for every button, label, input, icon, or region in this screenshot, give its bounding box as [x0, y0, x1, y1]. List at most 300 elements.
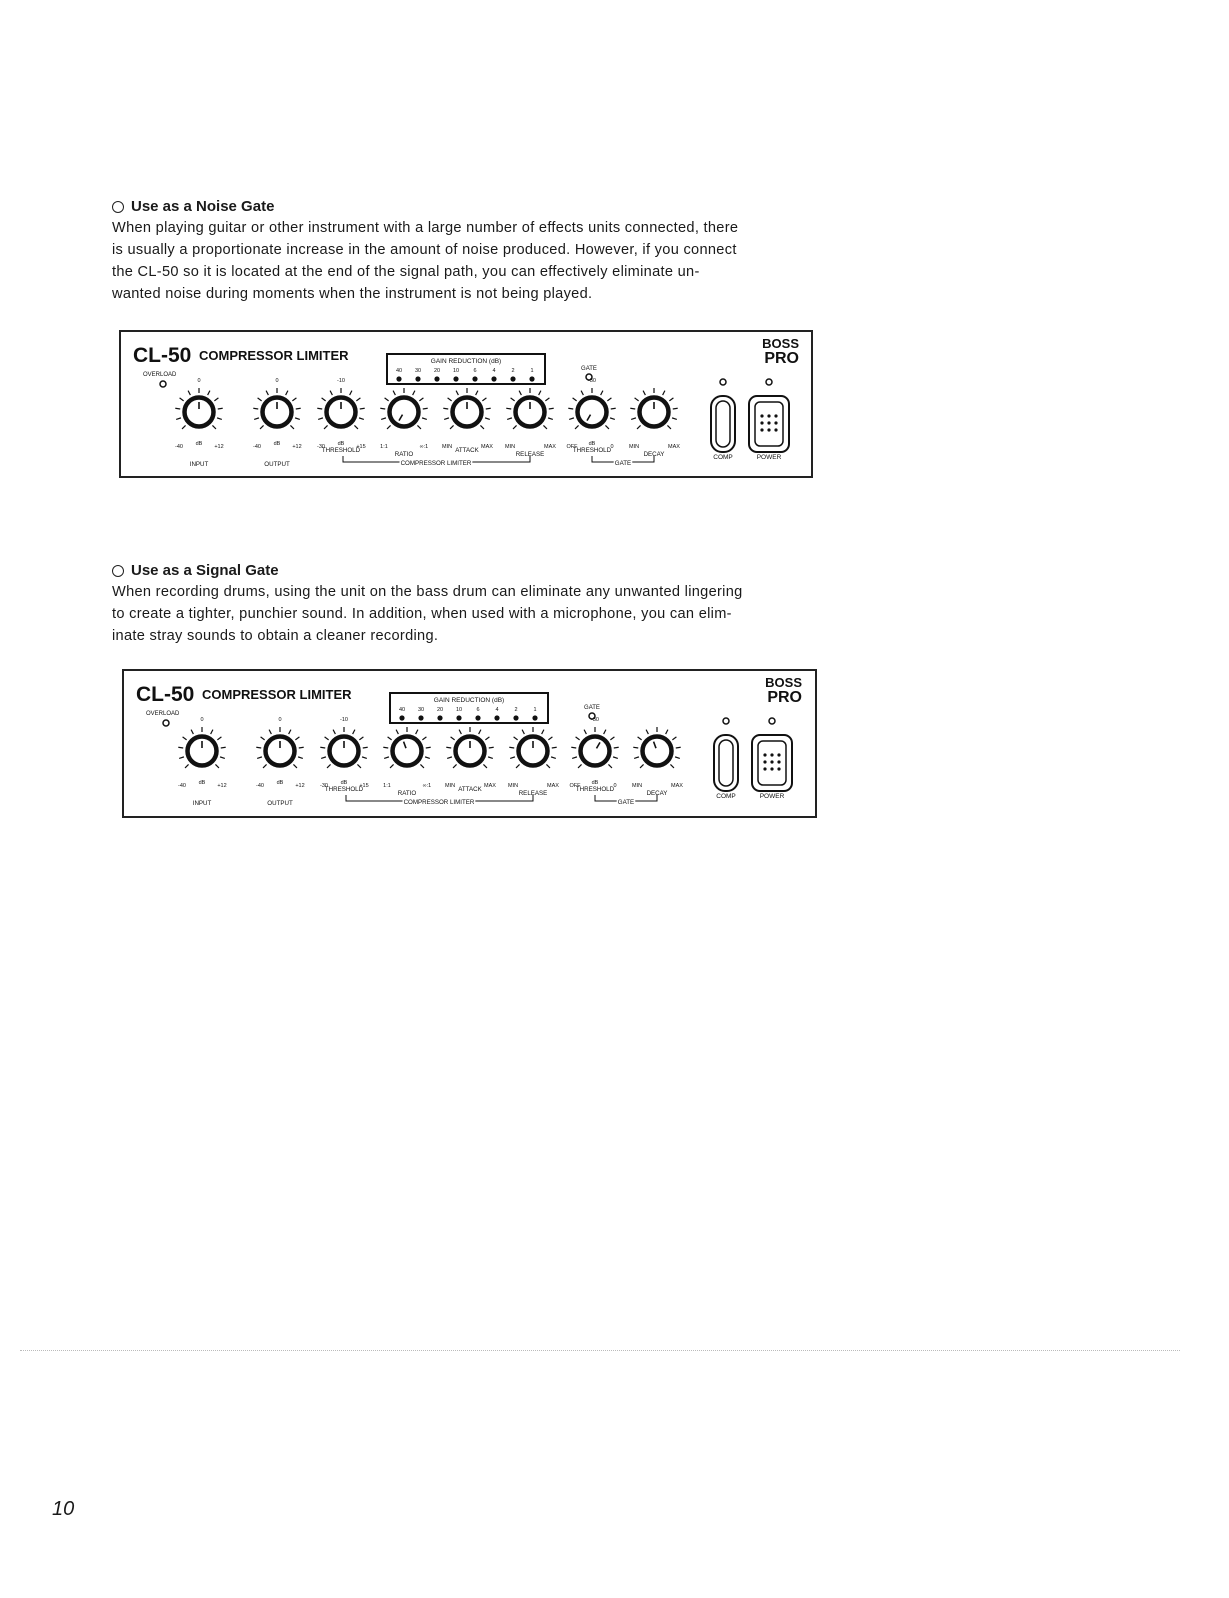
dotted-divider	[20, 1350, 1180, 1351]
power-grip-dot	[767, 421, 770, 424]
knob-tick	[362, 757, 367, 759]
knob-tick	[254, 418, 259, 420]
meter-led-icon	[472, 376, 477, 381]
knob-tick	[571, 747, 576, 748]
knob-tick	[549, 408, 554, 409]
knob-tick	[631, 418, 636, 420]
knob-unit-label: dB	[591, 780, 599, 786]
section-heading	[112, 198, 827, 215]
panel-title: COMPRESSOR LIMITER	[199, 348, 349, 363]
heading-text: Use as a Signal Gate	[131, 562, 279, 579]
knob-tick	[676, 747, 681, 748]
knob-tick	[672, 418, 677, 420]
knob-release	[509, 727, 556, 768]
knob-tick	[509, 747, 514, 748]
knob-tick	[359, 737, 363, 740]
meter-scale-label: 2	[511, 368, 515, 374]
knob-tick	[324, 425, 328, 429]
knob-tick	[450, 425, 454, 429]
knob-tick	[513, 425, 517, 429]
knob-tick	[510, 757, 515, 759]
knob-tick	[180, 398, 184, 401]
knob-decay	[630, 388, 677, 429]
knob-tick	[611, 408, 616, 409]
knob-tick	[568, 408, 573, 409]
knob-tick	[188, 391, 190, 395]
knob-tick	[581, 391, 583, 395]
knob-icon	[330, 737, 359, 766]
paragraph-line: wanted noise during moments when the instrument is not being played.	[112, 286, 593, 302]
power-grip-dot	[774, 421, 777, 424]
knob-min-label: -30	[320, 783, 328, 789]
knob-tick	[422, 418, 427, 420]
knob-name-label: RELEASE	[518, 790, 548, 797]
knob-threshold	[571, 727, 618, 768]
knob-tick	[663, 391, 665, 395]
knob-max-label: +15	[359, 783, 369, 789]
meter-scale-label: 30	[417, 707, 425, 713]
knob-tick	[572, 757, 577, 759]
meter-led-icon	[532, 715, 537, 720]
knob-release	[506, 388, 553, 429]
knob-tick	[514, 737, 518, 740]
brand-sub-logo: PRO	[767, 689, 802, 706]
comp-switch-outer	[714, 735, 738, 791]
knob-tick	[670, 764, 674, 768]
knob-name-label: INPUT	[189, 461, 209, 468]
knob-tick	[669, 398, 673, 401]
brand-logo: BOSS	[762, 336, 799, 351]
paragraph	[112, 217, 827, 305]
knob-max-label: MAX	[481, 444, 493, 450]
meter-scale-label: 10	[455, 707, 463, 713]
cl50-front-panel-figure	[121, 332, 811, 476]
section-signal-gate	[112, 562, 827, 647]
knob-tick	[672, 737, 676, 740]
brand-logo: BOSS	[765, 675, 802, 690]
knob-tick	[447, 757, 452, 759]
meter-scale-label: 1	[530, 368, 534, 374]
comp-switch-inner	[719, 740, 733, 786]
knob-min-label: MIN	[631, 783, 643, 789]
knob-icon	[263, 398, 292, 427]
paragraph-line: to create a tighter, punchier sound. In addition, when used with a microphone, you can elim-	[112, 606, 732, 622]
knob-tick	[256, 747, 261, 748]
knob-tick	[480, 425, 484, 429]
knob-tick	[488, 757, 493, 759]
overload-led-icon	[160, 381, 166, 387]
knob-tick	[175, 408, 180, 409]
knob-tick	[383, 747, 388, 748]
knob-tick	[485, 737, 489, 740]
knob-tick	[333, 730, 335, 734]
knob-tick	[218, 408, 223, 409]
panel-title: COMPRESSOR LIMITER	[202, 687, 352, 702]
knob-tick	[354, 425, 358, 429]
knob-tick	[604, 730, 606, 734]
knob-tick	[217, 737, 221, 740]
knob-max-label: MAX	[668, 444, 680, 450]
knob-tick	[387, 425, 391, 429]
knob-tick	[208, 391, 210, 395]
knob-tick	[516, 764, 520, 768]
meter-scale-label: 4	[495, 707, 499, 713]
knob-tick	[485, 418, 490, 420]
knob-icon	[640, 398, 669, 427]
knob-tick	[360, 408, 365, 409]
knob-input	[175, 388, 222, 429]
heading-text: Use as a Noise Gate	[131, 198, 275, 215]
meter-title: GAIN REDUCTION (dB)	[430, 358, 502, 365]
knob-tick	[320, 747, 325, 748]
knob-min-label: MIN	[507, 783, 519, 789]
meter-led-icon	[415, 376, 420, 381]
power-grip-dot	[770, 767, 773, 770]
knob-max-label: MAX	[484, 783, 496, 789]
knob-tick	[422, 737, 426, 740]
comp-switch-outer	[711, 396, 735, 452]
meter-led-icon	[399, 715, 404, 720]
knob-tick	[185, 764, 189, 768]
knob-tick	[350, 391, 352, 395]
meter-led-icon	[475, 715, 480, 720]
power-grip-dot	[777, 767, 780, 770]
knob-tick	[551, 757, 556, 759]
knob-icon	[453, 398, 482, 427]
knob-top-label: 0	[197, 378, 201, 384]
paragraph-line: inate stray sounds to obtain a cleaner recording.	[112, 628, 439, 644]
knob-tick	[548, 418, 553, 420]
knob-unit-label: dB	[340, 780, 348, 786]
power-grip-dot	[767, 414, 770, 417]
knob-threshold	[317, 388, 364, 429]
knob-tick	[459, 730, 461, 734]
paragraph-line: When playing guitar or other instrument with a large number of effects units connected, there	[112, 220, 739, 236]
knob-max-label: MAX	[544, 444, 556, 450]
knob-tick	[578, 764, 582, 768]
knob-tick	[507, 418, 512, 420]
knob-top-label: 0	[200, 717, 204, 723]
knob-tick	[286, 391, 288, 395]
knob-tick	[640, 764, 644, 768]
knob-tick	[479, 730, 481, 734]
meter-scale-label: 20	[436, 707, 444, 713]
knob-min-label: OFF	[569, 783, 581, 789]
knob-tick	[543, 425, 547, 429]
power-grip-dot	[763, 753, 766, 756]
comp-led-icon	[723, 718, 729, 724]
knob-tick	[295, 737, 299, 740]
knob-tick	[573, 398, 577, 401]
knob-tick	[476, 391, 478, 395]
knob-icon	[516, 398, 545, 427]
knob-icon	[266, 737, 295, 766]
knob-tick	[426, 747, 431, 748]
knob-tick	[420, 764, 424, 768]
knob-tick	[607, 398, 611, 401]
knob-tick	[356, 398, 360, 401]
knob-tick	[425, 757, 430, 759]
knob-min-label: MIN	[628, 444, 640, 450]
knob-name-label: ATTACK	[458, 786, 482, 793]
meter-scale-label: 4	[492, 368, 496, 374]
knob-tick	[539, 391, 541, 395]
knob-tick	[289, 730, 291, 734]
section-noise-gate	[112, 198, 827, 305]
knob-tick	[506, 408, 511, 409]
knob-tick	[263, 764, 267, 768]
knob-max-label: MAX	[547, 783, 559, 789]
knob-tick	[363, 747, 368, 748]
knob-tick	[393, 391, 395, 395]
brand-sub-logo: PRO	[764, 350, 799, 367]
knob-max-label: +15	[356, 444, 366, 450]
knob-tick	[451, 737, 455, 740]
knob-tick	[448, 398, 452, 401]
knob-tick	[290, 425, 294, 429]
knob-tick	[220, 757, 225, 759]
circle-bullet-icon	[112, 201, 124, 213]
knob-tick	[511, 398, 515, 401]
knob-tick	[666, 730, 668, 734]
knob-threshold	[568, 388, 615, 429]
knob-tick	[637, 425, 641, 429]
overload-label: OVERLOAD	[146, 711, 180, 717]
knob-tick	[260, 425, 264, 429]
knob-name-label: RELEASE	[515, 451, 545, 458]
meter-scale-label: 40	[395, 368, 403, 374]
power-led-icon	[769, 718, 775, 724]
knob-tick	[584, 730, 586, 734]
knob-tick	[212, 425, 216, 429]
knob-ratio	[380, 388, 427, 429]
knob-tick	[605, 425, 609, 429]
knob-name-label: THRESHOLD	[575, 786, 615, 793]
knob-tick	[638, 737, 642, 740]
meter-led-icon	[453, 376, 458, 381]
comp-label: COMP	[716, 793, 736, 800]
knob-tick	[601, 391, 603, 395]
knob-max-label: +12	[295, 783, 305, 789]
knob-name-label: THRESHOLD	[572, 447, 612, 454]
knob-tick	[614, 747, 619, 748]
knob-tick	[217, 418, 222, 420]
meter-led-icon	[434, 376, 439, 381]
knob-top-label: -10	[340, 717, 348, 723]
knob-top-label: 0	[275, 378, 279, 384]
knob-tick	[489, 747, 494, 748]
meter-scale-label: 1	[533, 707, 537, 713]
knob-name-label: THRESHOLD	[324, 786, 364, 793]
group-gate-label: GATE	[617, 799, 635, 806]
knob-name-label: DECAY	[646, 790, 668, 797]
knob-tick	[667, 425, 671, 429]
knob-icon	[578, 398, 607, 427]
knob-tick	[396, 730, 398, 734]
knob-icon	[185, 398, 214, 427]
knob-tick	[318, 418, 323, 420]
meter-led-icon	[437, 715, 442, 720]
knob-unit-label: dB	[198, 780, 206, 786]
knob-tick	[417, 425, 421, 429]
meter-scale-label: 6	[476, 707, 480, 713]
meter-led-icon	[529, 376, 534, 381]
knob-unit-label: dB	[337, 441, 345, 447]
knob-tick	[299, 747, 304, 748]
power-grip-dot	[774, 428, 777, 431]
knob-tick	[416, 730, 418, 734]
knob-tick	[630, 408, 635, 409]
model-name: CL-50	[136, 683, 195, 706]
model-name: CL-50	[133, 344, 192, 367]
knob-tick	[381, 418, 386, 420]
meter-scale-label: 6	[473, 368, 477, 374]
knob-min-label: MIN	[504, 444, 516, 450]
knob-tick	[191, 730, 193, 734]
meter-title: GAIN REDUCTION (dB)	[433, 697, 505, 704]
knob-tick	[482, 398, 486, 401]
paragraph-line: When recording drums, using the unit on the bass drum can eliminate any unwanted lingering	[112, 584, 743, 600]
knob-tick	[453, 764, 457, 768]
knob-icon	[188, 737, 217, 766]
power-grip-dot	[777, 760, 780, 763]
knob-unit-label: dB	[195, 441, 203, 447]
knob-name-label: OUTPUT	[264, 461, 290, 468]
knob-unit-label: dB	[276, 780, 284, 786]
knob-min-label: -40	[253, 444, 261, 450]
knob-tick	[182, 425, 186, 429]
knob-min-label: 1:1	[380, 444, 388, 450]
power-grip-dot	[763, 760, 766, 763]
knob-max-label: +12	[214, 444, 224, 450]
group-gate-label: GATE	[614, 460, 632, 467]
knob-output	[256, 727, 303, 768]
knob-tick	[443, 408, 448, 409]
power-label: POWER	[759, 793, 785, 800]
knob-name-label: ATTACK	[455, 447, 479, 454]
knob-tick	[675, 757, 680, 759]
power-grip-dot	[774, 414, 777, 417]
paragraph	[112, 581, 827, 647]
knob-tick	[673, 408, 678, 409]
knob-tick	[179, 757, 184, 759]
meter-scale-label: 20	[433, 368, 441, 374]
knob-icon	[519, 737, 548, 766]
knob-tick	[446, 747, 451, 748]
knob-tick	[610, 418, 615, 420]
knob-top-label: -30	[588, 378, 596, 384]
knob-tick	[214, 398, 218, 401]
knob-tick	[486, 408, 491, 409]
power-led-icon	[766, 379, 772, 385]
knob-max-label: ∞:1	[422, 783, 432, 789]
paragraph-line: the CL-50 so it is located at the end of the signal path, you can effectively eliminate un-	[112, 264, 700, 280]
knob-tick	[322, 398, 326, 401]
knob-max-label: 0	[610, 444, 614, 450]
cl50-front-panel-figure	[124, 671, 815, 816]
knob-tick	[183, 737, 187, 740]
knob-tick	[353, 730, 355, 734]
knob-tick	[542, 730, 544, 734]
knob-tick	[575, 425, 579, 429]
knob-tick	[211, 730, 213, 734]
knob-min-label: -40	[175, 444, 183, 450]
power-label: POWER	[756, 454, 782, 461]
knob-top-label: -10	[337, 378, 345, 384]
knob-name-label: RATIO	[394, 451, 414, 458]
comp-led-icon	[720, 379, 726, 385]
panel-diagram-signal-gate	[122, 669, 817, 818]
knob-tick	[545, 398, 549, 401]
meter-scale-label: 10	[452, 368, 460, 374]
meter-led-icon	[491, 376, 496, 381]
knob-min-label: MIN	[444, 783, 456, 789]
knob-tick	[419, 398, 423, 401]
knob-icon	[581, 737, 610, 766]
group-compressor-label: COMPRESSOR LIMITER	[403, 799, 475, 806]
knob-tick	[613, 757, 618, 759]
power-grip-dot	[760, 428, 763, 431]
knob-icon	[456, 737, 485, 766]
knob-tick	[546, 764, 550, 768]
knob-name-label: INPUT	[192, 800, 212, 807]
paragraph-line: is usually a proportionate increase in the amount of noise produced. However, if you connect	[112, 242, 737, 258]
knob-tick	[295, 418, 300, 420]
knob-input	[178, 727, 225, 768]
knob-max-label: 0	[613, 783, 617, 789]
knob-tick	[548, 737, 552, 740]
knob-icon	[393, 737, 422, 766]
knob-tick	[385, 398, 389, 401]
meter-scale-label: 40	[398, 707, 406, 713]
knob-tick	[643, 391, 645, 395]
overload-label: OVERLOAD	[143, 372, 177, 378]
knob-tick	[423, 408, 428, 409]
knob-tick	[178, 747, 183, 748]
knob-tick	[444, 418, 449, 420]
knob-tick	[633, 747, 638, 748]
power-grip-dot	[770, 753, 773, 756]
group-compressor-label: COMPRESSOR LIMITER	[400, 460, 472, 467]
knob-tick	[519, 391, 521, 395]
knob-tick	[317, 408, 322, 409]
meter-led-icon	[513, 715, 518, 720]
power-grip-dot	[767, 428, 770, 431]
knob-tick	[215, 764, 219, 768]
page-number: 10	[52, 1498, 75, 1520]
knob-attack	[446, 727, 493, 768]
knob-attack	[443, 388, 490, 429]
overload-led-icon	[163, 720, 169, 726]
knob-decay	[633, 727, 680, 768]
knob-tick	[359, 418, 364, 420]
knob-tick	[552, 747, 557, 748]
knob-tick	[321, 757, 326, 759]
knob-tick	[569, 418, 574, 420]
knob-tick	[292, 398, 296, 401]
knob-tick	[296, 408, 301, 409]
knob-min-label: -40	[178, 783, 186, 789]
knob-tick	[456, 391, 458, 395]
knob-name-label: THRESHOLD	[321, 447, 361, 454]
power-grip-dot	[760, 414, 763, 417]
knob-tick	[635, 398, 639, 401]
knob-tick	[413, 391, 415, 395]
meter-scale-label: 2	[514, 707, 518, 713]
knob-tick	[327, 764, 331, 768]
knob-min-label: -30	[317, 444, 325, 450]
knob-min-label: OFF	[566, 444, 578, 450]
